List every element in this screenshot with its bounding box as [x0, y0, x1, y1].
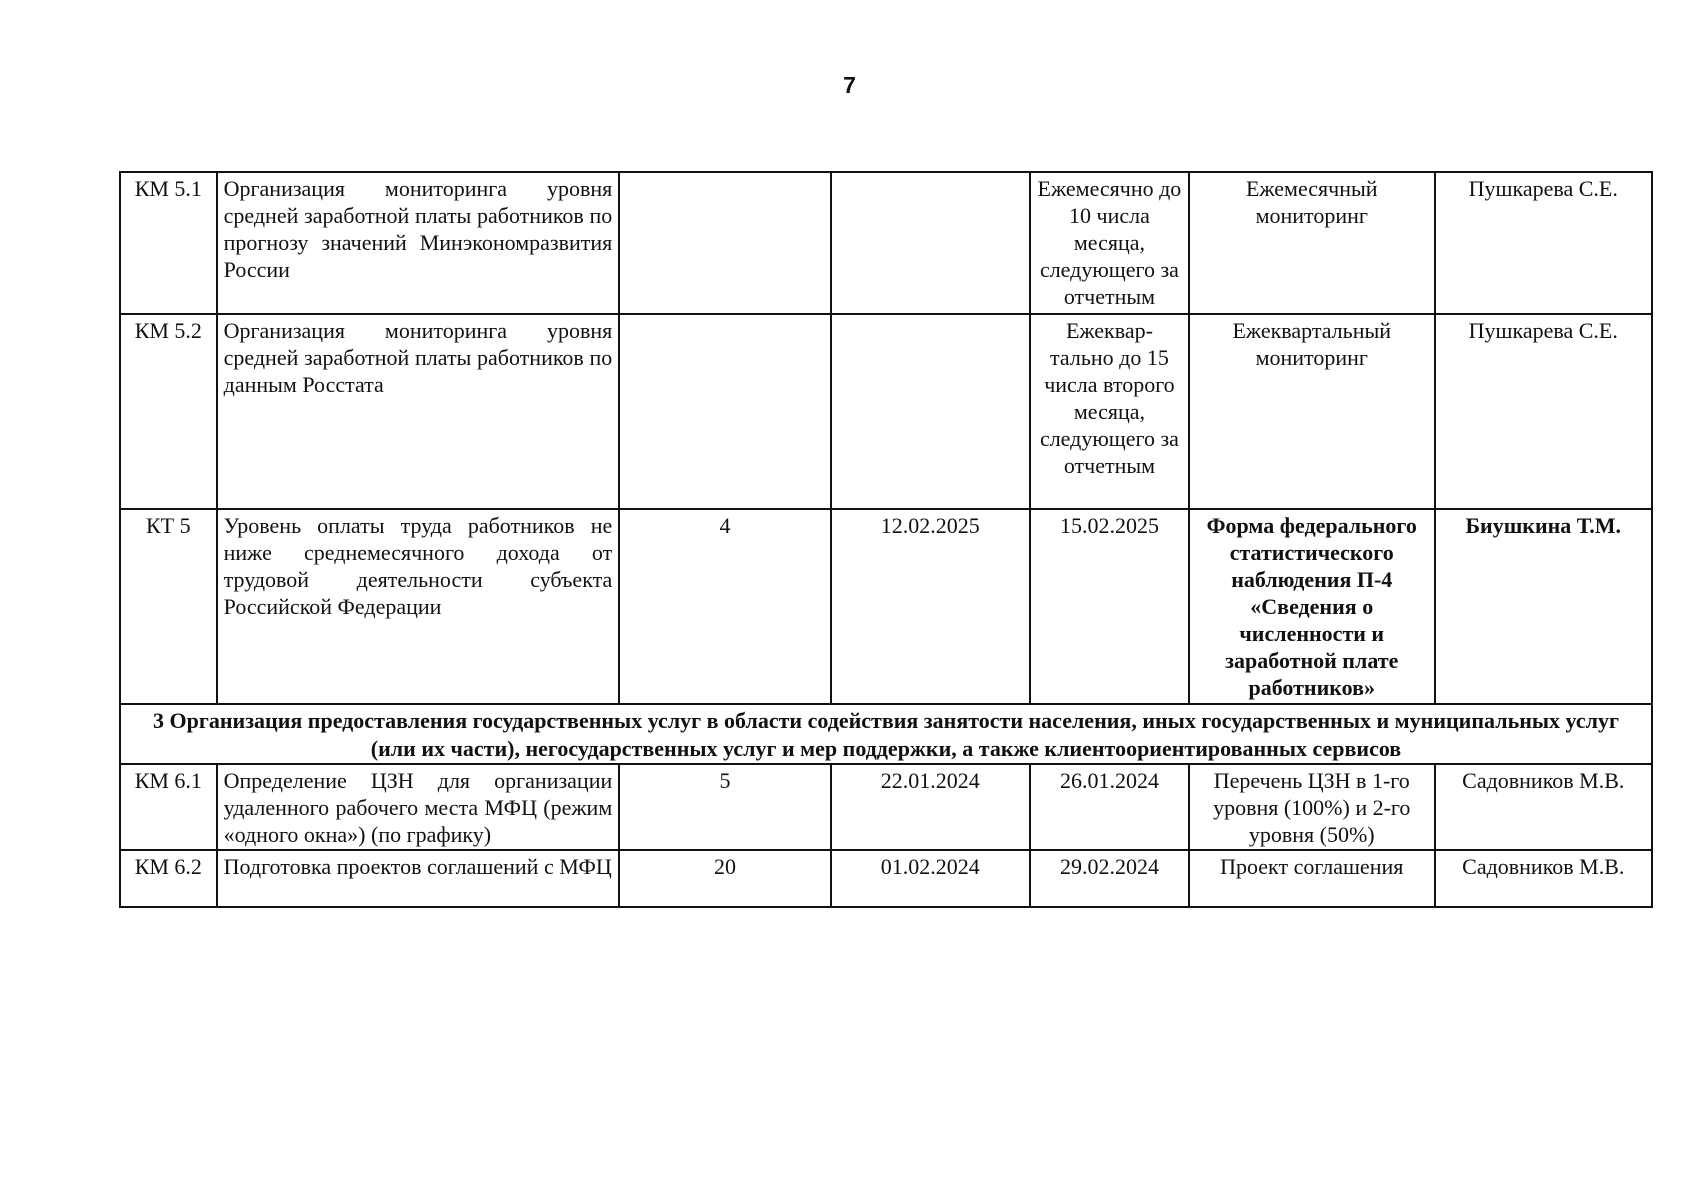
row-responsible: Садовников М.В.: [1435, 850, 1652, 907]
section-header-row: [120, 704, 1652, 764]
page-number: 7: [843, 72, 856, 98]
row-duration: 5: [619, 764, 830, 850]
row-start-date: 12.02.2025: [831, 509, 1030, 704]
row-result: Проект соглашения: [1189, 850, 1435, 907]
row-start-date: [831, 172, 1030, 314]
row-name: Организация мониторинга уровня средней заработной платы работников по данным Росстата: [217, 314, 620, 509]
row-responsible: Пушкарева С.Е.: [1435, 172, 1652, 314]
row-name: Определение ЦЗН для организации удаленного рабочего места МФЦ (режим «одного окна») (по графику): [217, 764, 620, 850]
row-start-date: [831, 314, 1030, 509]
table-row: [120, 509, 1652, 704]
row-end-date: 29.02.2024: [1030, 850, 1189, 907]
row-result: Форма федерального статистического наблюдения П-4 «Сведения о численности и заработной плате работников»: [1189, 509, 1435, 704]
row-responsible: Садовников М.В.: [1435, 764, 1652, 850]
row-name: Уровень оплаты труда работников не ниже среднемесячного дохода от трудовой деятельности субъекта Российской Федерации: [217, 509, 620, 704]
row-responsible: Биушкина Т.М.: [1435, 509, 1652, 704]
row-duration: [619, 314, 830, 509]
table-row: [120, 764, 1652, 850]
row-duration: 4: [619, 509, 830, 704]
row-code: КМ 5.2: [120, 314, 217, 509]
row-result: Перечень ЦЗН в 1-го уровня (100%) и 2-го уровня (50%): [1189, 764, 1435, 850]
table-row: [120, 172, 1652, 314]
section-title: 3 Организация предоставления государственных услуг в области содействия занятости населения, иных государственных и муниципальных услуг (или их части), негосударственных услуг и мер поддержки, а также клиентоориентированных сервисов: [120, 704, 1652, 764]
row-start-date: 01.02.2024: [831, 850, 1030, 907]
row-end-date: 26.01.2024: [1030, 764, 1189, 850]
row-name: Подготовка проектов соглашений с МФЦ: [217, 850, 620, 907]
row-duration: 20: [619, 850, 830, 907]
row-name: Организация мониторинга уровня средней заработной платы работников по прогнозу значений Минэкономразвития России: [217, 172, 620, 314]
row-responsible: Пушкарева С.Е.: [1435, 314, 1652, 509]
row-end-date: 15.02.2025: [1030, 509, 1189, 704]
row-code: КТ 5: [120, 509, 217, 704]
row-code: КМ 6.1: [120, 764, 217, 850]
row-result: Ежемесячный мониторинг: [1189, 172, 1435, 314]
table-row: [120, 314, 1652, 509]
activity-plan-table: [119, 171, 1653, 908]
row-code: КМ 5.1: [120, 172, 217, 314]
row-duration: [619, 172, 830, 314]
table-row: [120, 850, 1652, 907]
row-code: КМ 6.2: [120, 850, 217, 907]
row-result: Ежеквартальный мониторинг: [1189, 314, 1435, 509]
row-start-date: 22.01.2024: [831, 764, 1030, 850]
row-end-date: Ежемесячно до 10 числа месяца, следующего за отчетным: [1030, 172, 1189, 314]
row-end-date: Ежеквар-тально до 15 числа второго месяца, следующего за отчетным: [1030, 314, 1189, 509]
